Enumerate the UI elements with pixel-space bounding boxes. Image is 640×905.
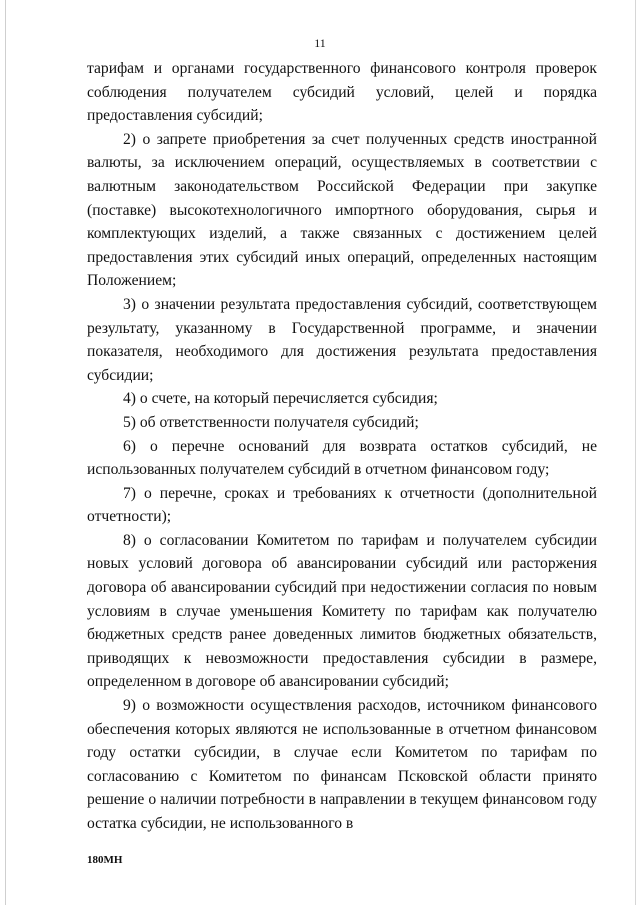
document-body	[87, 57, 597, 836]
paragraph-item-7: 7) о перечне, сроках и требованиях к отчетности (дополнительной отчетности);	[87, 484, 597, 526]
paragraph-item-4: 4) о счете, на который перечисляется субсидия;	[123, 390, 438, 408]
paragraph-item-6: 6) о перечне оснований для возврата остатков субсидий, не использованных получателем субсидий в отчетном финансовом году;	[87, 437, 597, 479]
scan-edge-right	[635, 0, 636, 905]
paragraph-continuation: тарифам и органами государственного финансового контроля проверок соблюдения получателем субсидий условий, целей и порядка предоставления субсидий;	[87, 60, 597, 125]
paragraph-item-5: 5) об ответственности получателя субсидий;	[123, 413, 419, 431]
page-number: 11	[314, 36, 326, 50]
paragraph-item-2: 2) о запрете приобретения за счет полученных средств иностранной валюты, за исключением операций, осуществляемых в соответствии с валютным законодательством Российской Федерации при закупке (поставке) высокотехнологичного импортного оборудования, сырья и комплектующих изделий, а также связанных с достижением целей предоставления этих субсидий иных операций, определенных настоящим Положением;	[87, 130, 597, 290]
paragraph-item-9: 9) о возможности осуществления расходов, источником финансового обеспечения которых являются не использованные в отчетном финансовом году остатки субсидии, в случае если Комитетом по тарифам по согласованию с Комитетом по финансам Псковской области принято решение о наличии потребности в направлении в текущем финансовом году остатка субсидии, не использованного в	[87, 697, 597, 832]
paragraph-item-8: 8) о согласовании Комитетом по тарифам и получателем субсидии новых условий договора об авансировании субсидий или расторжения договора об авансировании субсидий при недостижении согласия по новым условиям в случае уменьшения Комитету по тарифам как получателю бюджетных средств ранее доведенных лимитов бюджетных обязательств, приводящих к невозможности предоставления субсидии в размере, определенном в договоре об авансировании субсидий;	[87, 531, 597, 691]
paragraph-item-3: 3) о значении результата предоставления субсидий, соответствующем результату, указанному в Государственной программе, и значении показателя, необходимого для достижения результата предоставления субсидии;	[87, 295, 597, 384]
footer-document-code: 180МН	[87, 854, 123, 866]
scan-edge-left	[5, 0, 6, 905]
